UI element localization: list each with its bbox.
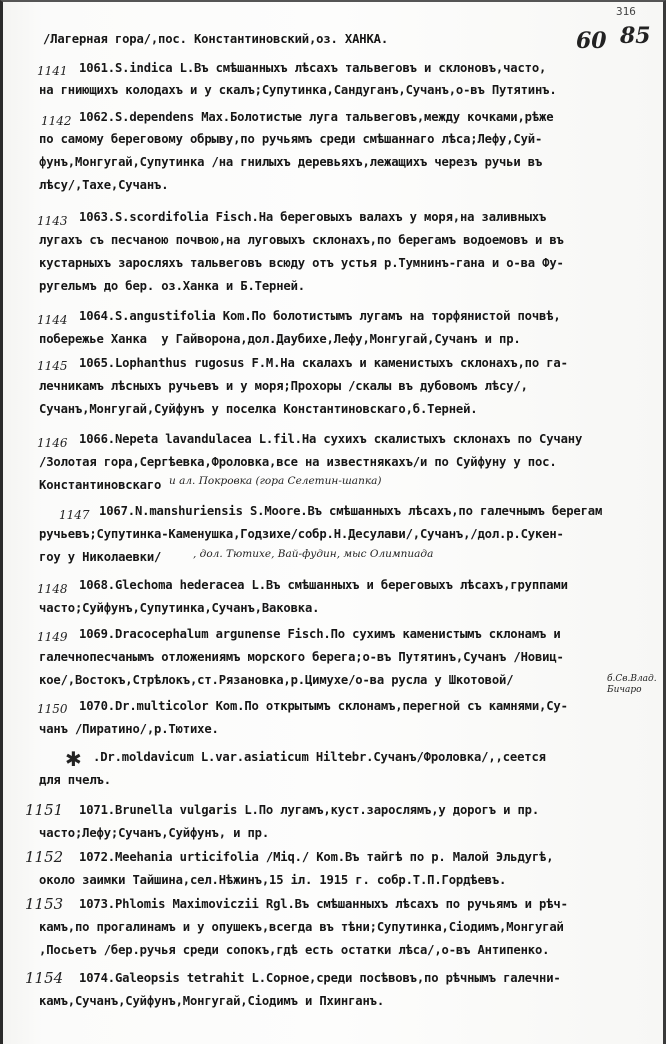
text-line: 1070.Dr.multicolor Kom.По открытымъ склонамъ,перегной съ камнями,Су- [79,699,568,713]
text-line: ругельмъ до бер. оз.Ханка и Б.Терней. [39,279,305,293]
text-line: Сучанъ,Монгугай,Суйфунъ у поселка Константиновскаго,б.Терней. [39,402,478,416]
handwritten-number: 1148 [37,582,68,596]
text-line: камъ,по прогалинамъ и у опушекъ,всегда въ тѣни;Супутинка,Сiодимъ,Монгугай [39,920,564,934]
page-mark-2: 85 [620,23,651,49]
handwritten-number: 1152 [25,848,64,866]
handwritten-number: 1145 [37,359,68,373]
text-line: лугахъ съ песчаною почвою,на луговыхъ склонахъ,по берегамъ водоемовъ и въ [39,233,564,247]
text-line: часто;Суйфунъ,Супутинка,Сучанъ,Ваковка. [39,601,320,615]
text-line: камъ,Сучанъ,Суйфунъ,Монгугай,Сiодимъ и Пхинганъ. [39,994,384,1008]
text-line: лѣсу/,Тахе,Сучанъ. [39,178,169,192]
handwritten-number: 1147 [59,508,90,522]
handwritten-number: 1141 [37,64,68,78]
text-line: гоу у Николаевки/ [39,550,162,564]
handwritten-addition: , дол. Тютихе, Вай-фудин, мыс Олимпиада [193,548,434,560]
text-line: для пчелъ. [39,773,111,787]
text-line: 1074.Galeopsis tetrahit L.Сорное,среди посѣвовъ,по рѣчнымъ галечни- [79,971,561,985]
handwritten-number: 1151 [25,801,64,819]
text-line: 1063.S.scordifolia Fisch.На береговыхъ валахъ у моря,на заливныхъ [79,210,547,224]
text-line: кое/,Востокъ,Стрѣлокъ,ст.Рязановка,р.Цимухе/о-ва русла у Шкотовой/ [39,673,514,687]
text-line: .Dr.moldavicum L.var.asiaticum Hiltebr.Сучанъ/Фроловка/,,сеется [93,750,546,764]
text-line: побережье Ханка у Гайворона,дол.Даубихе,Лефу,Монгугай,Сучанъ и пр. [39,332,521,346]
text-line: Константиновскаго [39,478,162,492]
text-line: ручьевъ;Супутинка-Каменушка,Годзихе/собр.Н.Десулави/,Сучанъ,/дол.р.Сукен- [39,527,564,541]
handwritten-number: 1154 [25,969,64,987]
handwritten-number: 1142 [41,114,72,128]
text-line: 1072.Meehania urticifolia /Miq./ Kom.Въ тайгѣ по р. Малой Эльдугѣ, [79,850,554,864]
text-line: 1061.S.indica L.Въ смѣшанныхъ лѣсахъ тальвеговъ и склоновъ,часто, [79,61,547,75]
handwritten-addition: б.Св.Влад. Бичаро [607,674,657,695]
handwritten-number: 1143 [37,214,68,228]
text-line: лечникамъ лѣсныхъ ручьевъ и у моря;Прохоры /скалы въ дубовомъ лѣсу/, [39,379,528,393]
top-right-number: 316 [616,5,636,18]
text-line: 1071.Brunella vulgaris L.По лугамъ,куст.зарослямъ,у дорогъ и пр. [79,803,539,817]
handwritten-addition: и ал. Покровка (гора Селетин-шапка) [169,475,382,487]
handwritten-number: 1146 [37,436,68,450]
text-line: кустарныхъ заросляхъ тальвеговъ всюду отъ устья р.Тумнинъ-гана и о-ва Фу- [39,256,564,270]
text-line: 1065.Lophanthus rugosus F.M.На скалахъ и каменистыхъ склонахъ,по га- [79,356,568,370]
handwritten-number: 1150 [37,702,68,716]
text-line: чанъ /Пиратино/,р.Тютихе. [39,722,219,736]
text-line: около заимки Тайшина,сел.Нѣжинъ,15 iл. 1915 г. собр.Т.П.Гордѣевъ. [39,873,507,887]
handwritten-number: 1144 [37,313,68,327]
text-line: фунъ,Монгугай,Супутинка /на гнилыхъ деревьяхъ,лежащихъ черезъ ручьи въ [39,155,543,169]
text-line: 1068.Glechoma hederacea L.Въ смѣшанныхъ и береговыхъ лѣсахъ,группами [79,578,568,592]
text-line: ,Посьетъ /бер.ручья среди сопокъ,гдѣ есть остатки лѣса/,о-въ Антипенко. [39,943,550,957]
text-line: 1064.S.angustifolia Kom.По болотистымъ лугамъ на торфянистой почвѣ, [79,309,561,323]
text-line: на гниющихъ колодахъ и у скалъ;Сyпутинка,Сандуганъ,Сучанъ,о-въ Путятинъ. [39,83,557,97]
text-line: галечнопесчанымъ отложениямъ морского берега;о-въ Путятинъ,Сучанъ /Новиц- [39,650,564,664]
handwritten-number: 1149 [37,630,68,644]
handwritten-number: 1153 [25,895,64,913]
text-line: по самому береговому обрыву,по ручьямъ среди смѣшаннаго лѣса;Лефу,Суй- [39,132,543,146]
text-line: 1069.Dracocephalum argunense Fisch.По сухимъ каменистымъ склонамъ и [79,627,561,641]
text-line: 1073.Phlomis Maximoviczii Rgl.Въ смѣшанныхъ лѣсахъ по ручьямъ и рѣч- [79,897,568,911]
text-line: 1066.Nepeta lavandulacea L.fil.На сухихъ скалистыхъ склонахъ по Сучану [79,432,583,446]
text-line: 1067.N.manshuriensis S.Moore.Въ смѣшанныхъ лѣсахъ,по галечнымъ берегам [99,504,603,518]
text-line: часто;Лефу;Сучанъ,Суйфунъ, и пр. [39,826,269,840]
text-line: 1062.S.dependens Max.Болотистые луга тальвеговъ,между кочками,рѣже [79,110,554,124]
page-mark: 60 [576,28,607,54]
text-line: /Золотая гора,Сергѣевка,Фроловка,все на известнякахъ/и по Суйфуну у пос. [39,455,557,469]
header-locality: /Лагерная гора/,пос. Константиновский,оз. ХАНКА. [43,32,388,46]
star-icon: ✱ [65,747,82,771]
